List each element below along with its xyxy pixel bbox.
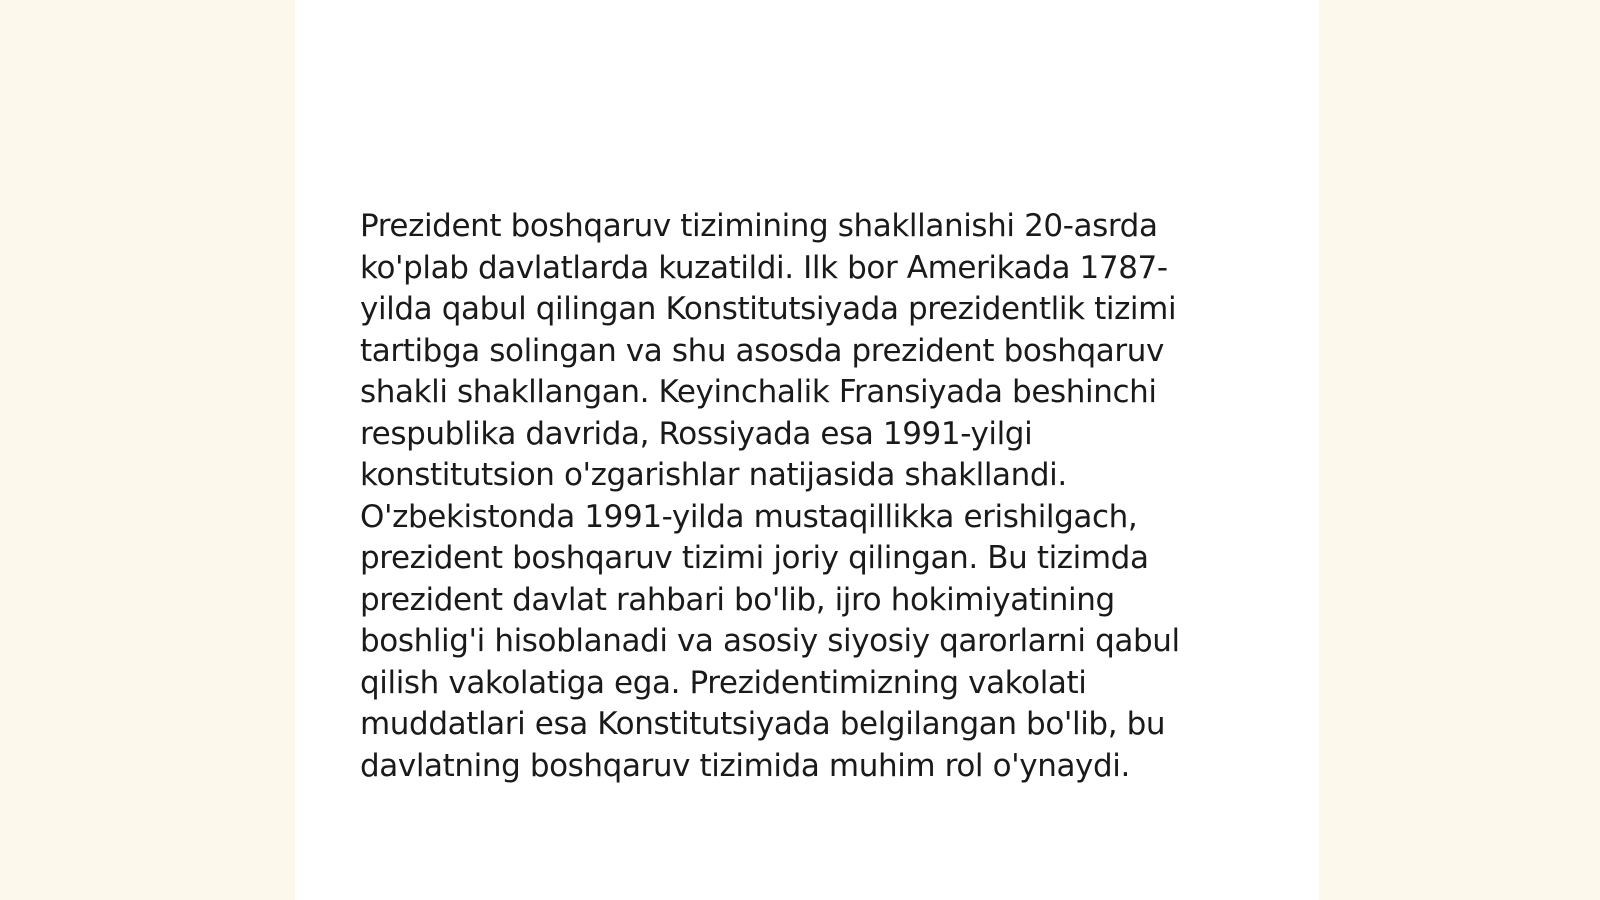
paragraph-line: O'zbekistonda 1991-yilda mustaqillikka erishilgach, — [360, 498, 1138, 535]
paragraph-line: prezident davlat rahbari bo'lib, ijro hokimiyatining — [360, 581, 1115, 618]
paragraph-line: ko'plab davlatlarda kuzatildi. Ilk bor Amerikada 1787- — [360, 249, 1168, 286]
paragraph-line: muddatlari esa Konstitutsiyada belgilangan bo'lib, bu — [360, 706, 1166, 742]
paragraph-line: konstitutsion o'zgarishlar natijasida shakllandi. — [360, 457, 1067, 493]
document-page — [295, 0, 1319, 900]
paragraph-line: yilda qabul qilingan Konstitutsiyada prezidentlik tizimi — [360, 291, 1177, 327]
body-paragraph — [360, 206, 1260, 787]
paragraph-line: shakli shakllangan. Keyinchalik Fransiyada beshinchi — [360, 374, 1157, 410]
paragraph-line: boshlig'i hisoblanadi va asosiy siyosiy qarorlarni qabul — [360, 623, 1180, 659]
paragraph-line: tartibga solingan va shu asosda prezident boshqaruv — [360, 332, 1164, 369]
paragraph-line: prezident boshqaruv tizimi joriy qilingan. Bu tizimda — [360, 540, 1149, 576]
paragraph-line: Prezident boshqaruv tizimining shakllanishi 20-asrda — [360, 208, 1158, 244]
paragraph-line: davlatning boshqaruv tizimida muhim rol o'ynaydi. — [360, 747, 1130, 784]
paragraph-line: respublika davrida, Rossiyada esa 1991-yilgi — [360, 415, 1033, 452]
paragraph-line: qilish vakolatiga ega. Prezidentimizning vakolati — [360, 664, 1087, 701]
